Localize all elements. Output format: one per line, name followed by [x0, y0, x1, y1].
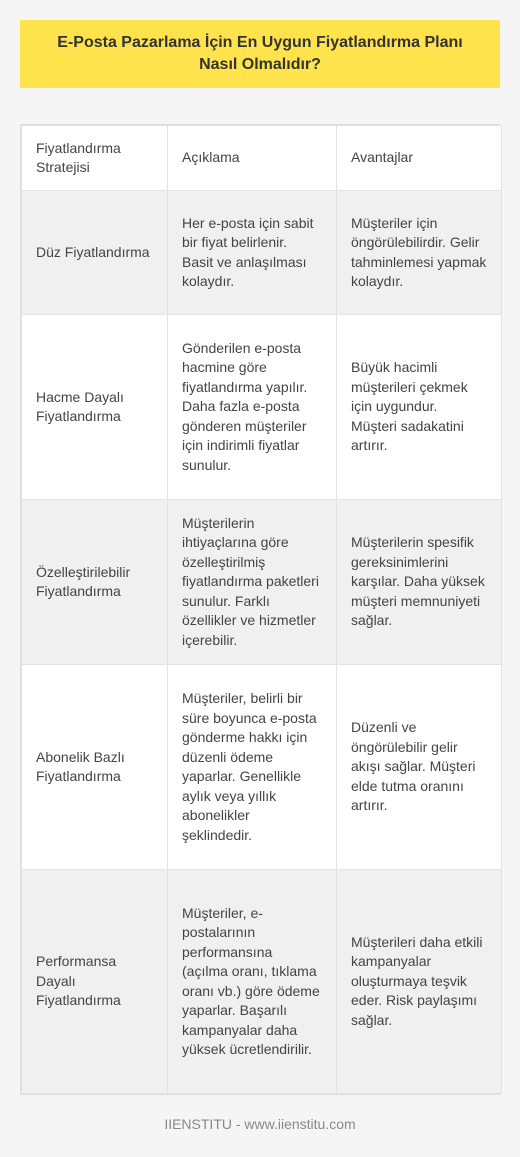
footer-credit: IIENSTITU - www.iienstitu.com: [164, 1116, 356, 1132]
description-cell: Müşteriler, belirli bir süre boyunca e-posta gönderme hakkı için düzenli ödeme yaparlar. Genellikle aylık veya yıllık abonelikler şeklindedir.: [168, 665, 337, 870]
title-banner: [20, 20, 500, 88]
page-title: E-Posta Pazarlama İçin En Uygun Fiyatlandırma Planı Nasıl Olmalıdır?: [57, 34, 463, 73]
strategy-cell: Performansa Dayalı Fiyatlandırma: [22, 870, 168, 1094]
table-row: [22, 870, 502, 1094]
table-row: [22, 315, 502, 500]
strategy-cell: Abonelik Bazlı Fiyatlandırma: [22, 665, 168, 870]
advantages-cell: Müşterileri daha etkili kampanyalar oluşturmaya teşvik eder. Risk paylaşımı sağlar.: [337, 870, 502, 1094]
header-advantages: Avantajlar: [337, 126, 502, 191]
pricing-table: [21, 125, 502, 1094]
pricing-table-container: [20, 124, 500, 1095]
description-cell: Müşteriler, e-postalarının performansına (açılma oranı, tıklama oranı vb.) göre ödeme yaparlar. Başarılı kampanyalar daha yüksek ücretlendirilir.: [168, 870, 337, 1094]
strategy-cell: Düz Fiyatlandırma: [22, 191, 168, 315]
strategy-cell: Özelleştirilebilir Fiyatlandırma: [22, 500, 168, 665]
advantages-cell: Müşterilerin spesifik gereksinimlerini karşılar. Daha yüksek müşteri memnuniyeti sağlar.: [337, 500, 502, 665]
strategy-cell: Hacme Dayalı Fiyatlandırma: [22, 315, 168, 500]
table-row: [22, 665, 502, 870]
advantages-cell: Büyük hacimli müşterileri çekmek için uygundur. Müşteri sadakatini artırır.: [337, 315, 502, 500]
header-strategy: Fiyatlandırma Stratejisi: [22, 126, 168, 191]
description-cell: Müşterilerin ihtiyaçlarına göre özelleştirilmiş fiyatlandırma paketleri sunulur. Farklı özellikler ve hizmetler içerebilir.: [168, 500, 337, 665]
description-cell: Her e-posta için sabit bir fiyat belirlenir. Basit ve anlaşılması kolaydır.: [168, 191, 337, 315]
advantages-cell: Düzenli ve öngörülebilir gelir akışı sağlar. Müşteri elde tutma oranını artırır.: [337, 665, 502, 870]
table-row: [22, 191, 502, 315]
description-cell: Gönderilen e-posta hacmine göre fiyatlandırma yapılır. Daha fazla e-posta gönderen müşteriler için indirimli fiyatlar sunulur.: [168, 315, 337, 500]
header-description: Açıklama: [168, 126, 337, 191]
table-header-row: [22, 126, 502, 191]
advantages-cell: Müşteriler için öngörülebilirdir. Gelir tahminlemesi yapmak kolaydır.: [337, 191, 502, 315]
table-row: [22, 500, 502, 665]
